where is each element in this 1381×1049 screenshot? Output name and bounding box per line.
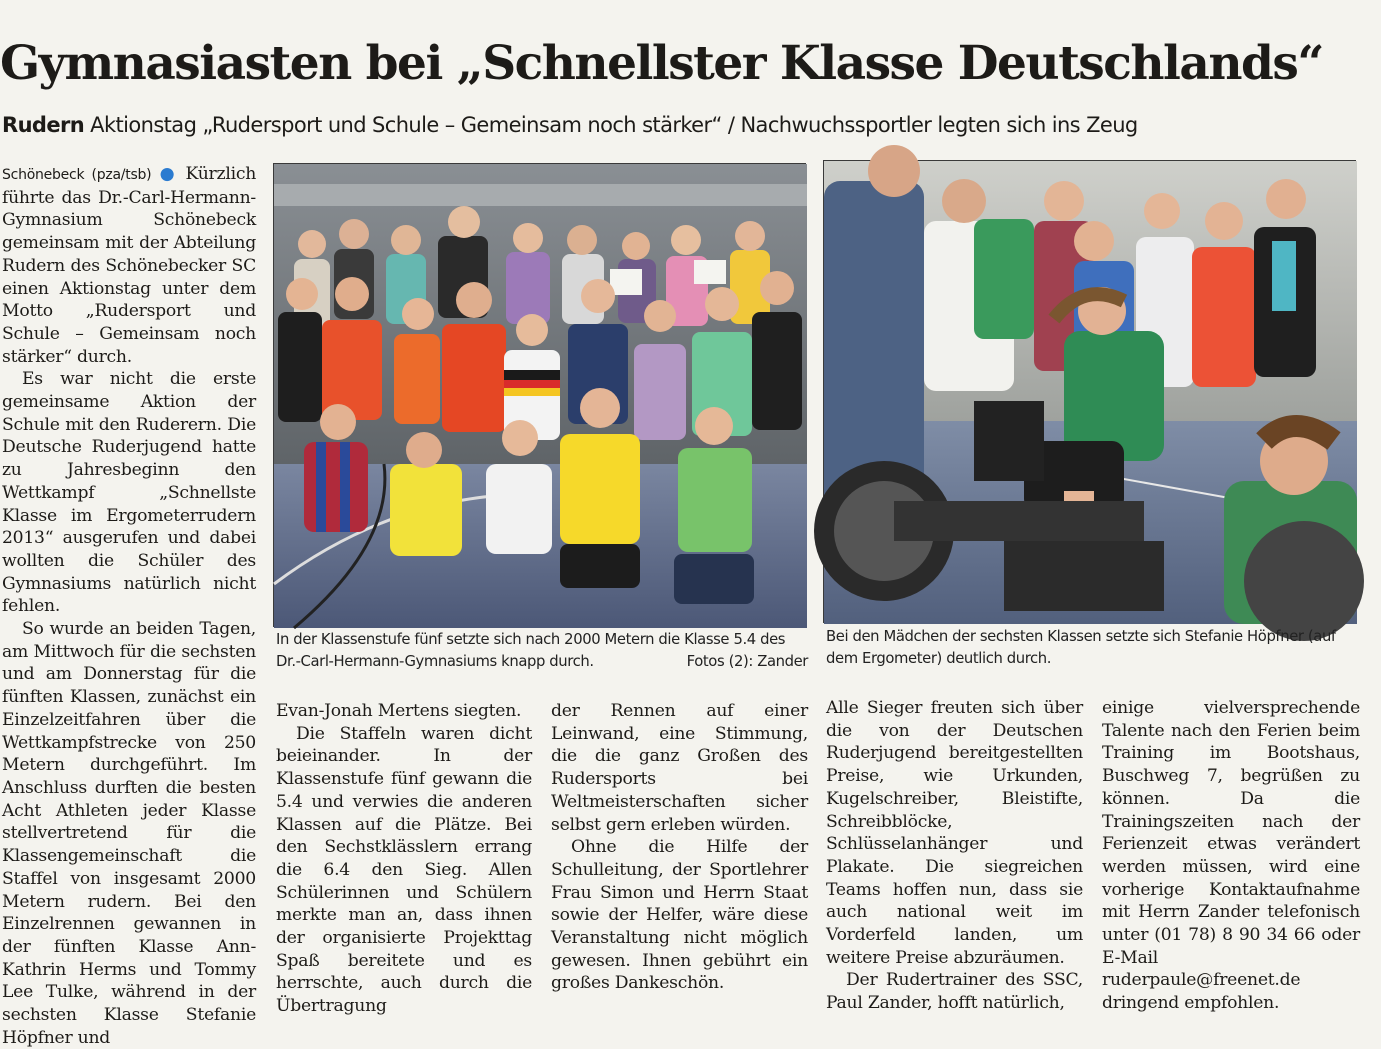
text-column-1 (2, 163, 256, 1049)
paragraph: Ohne die Hilfe der Schulleitung, der Sportlehrer Frau Simon und Herrn Staat sowie der Helfer, wäre diese Veranstaltung nicht möglich gewesen. Ihnen gebührt ein großes Dankeschön. (551, 837, 808, 994)
photo-credit: Fotos (2): Zander (686, 653, 808, 670)
photo-caption-1 (276, 629, 808, 673)
text-column-2 (276, 700, 532, 1018)
paragraph: einige vielversprechende Talente nach den Ferien beim Training im Bootshaus, Buschweg 7, begrüßen zu können. Da die Trainingszeiten nach der Ferienzeit etwas verändert werden müssen, wird eine vorherige Kontaktaufnahme mit Herrn Zander telefonisch unter (01 78) 8 90 34 66 oder E-Mail ruderpaule@freenet.de dringend empfohlen. (1102, 698, 1360, 1014)
lead-word: Kürzlich (185, 164, 257, 184)
text-column-3 (551, 700, 808, 995)
photo-ergometer-image (824, 161, 1357, 624)
photo-ergometer-race (823, 160, 1356, 623)
text-column-4 (826, 697, 1083, 1015)
photo-class-5-group (273, 163, 806, 627)
photo-caption-2: Bei den Mädchen der sechsten Klassen setzte sich Stefanie Höpfner (auf dem Ergometer) deutlich durch. (826, 628, 1336, 667)
paragraph-text: führte das Dr.-Carl-Hermann-Gymnasium Schönebeck gemeinsam mit der Abteilung Rudern des Schönebecker SC einen Aktionstag unter dem Motto „Rudersport und Schule – Gemeinsam noch stärker“ durch. (2, 187, 256, 367)
kicker: Rudern (2, 113, 85, 137)
dateline: Schönebeck (pza/tsb) (2, 167, 152, 183)
paragraph: Die Staffeln waren dicht beieinander. In der Klassenstufe fünf gewann die 5.4 und verwies die anderen Klassen auf die Plätze. Bei den Sechstklässlern errang die 6.4 den Sieg. Allen Schülerinnen und Schülern merkte man an, dass ihnen der organisierte Projekttag Spaß bereitete und es herrschte, auch durch die Übertragung (276, 723, 532, 1017)
paragraph: So wurde an beiden Tagen, am Mittwoch für die sechsten und am Donnerstag für die fünften Klassen, zunächst ein Einzelzeitfahren über die Wettkampfstrecke von 250 Metern durchgeführt. Im Anschluss durften die besten Acht Athleten jeder Klasse stellvertretend für die Klassengemeinschaft die Staffel von insgesamt 2000 Metern rudern. Bei den Einzelrennen gewannen in der fünften Klasse Ann-Kathrin Herms und Tommy Lee Tulke, während in der sechsten Klasse Stefanie Höpfner und (2, 619, 256, 1048)
paragraph: der Rennen auf einer Leinwand, eine Stimmung, die die ganz Großen des Rudersports bei Weltmeisterschaften sicher selbst gern erleben würden. (551, 701, 808, 835)
text-column-5 (1102, 697, 1360, 1015)
headline: Gymnasiasten bei „Schnellster Klasse Deutschlands“ (0, 36, 1323, 91)
caption-text: In der Klassenstufe fünf setzte sich nach 2000 Metern die Klasse 5.4 des Dr.-Carl-Hermann-Gymnasiums knapp durch. (276, 631, 786, 670)
subheadline (2, 110, 1322, 140)
paragraph: Es war nicht die erste gemeinsame Aktion der Schule mit den Ruderern. Die Deutsche Ruderjugend hatte zu Jahresbeginn den Wettkampf „Schnellste Klasse im Ergometerrudern 2013“ ausgerufen und dabei wollten die Schüler des Gymnasiums natürlich nicht fehlen. (2, 369, 256, 617)
paragraph: Evan-Jonah Mertens siegten. (276, 701, 522, 721)
photo-class-5-image (274, 164, 807, 628)
paragraph (2, 163, 256, 368)
paragraph: Alle Sieger freuten sich über die von der Deutschen Ruderjugend bereitgestellten Preise, wie Urkunden, Kugelschreiber, Bleistifte, Schreibblöcke, Schlüsselanhänger und Plakate. Die siegreichen Teams hoffen nun, dass sie auch national weit im Vorderfeld landen, um weitere Preise abzuräumen. (826, 698, 1083, 968)
bullet-dot-icon: ● (159, 164, 178, 184)
subheadline-text: Aktionstag „Rudersport und Schule – Gemeinsam noch stärker“ / Nachwuchssportler legten sich ins Zeug (84, 113, 1138, 137)
paragraph: Der Rudertrainer des SSC, Paul Zander, hofft natürlich, (826, 970, 1083, 1014)
